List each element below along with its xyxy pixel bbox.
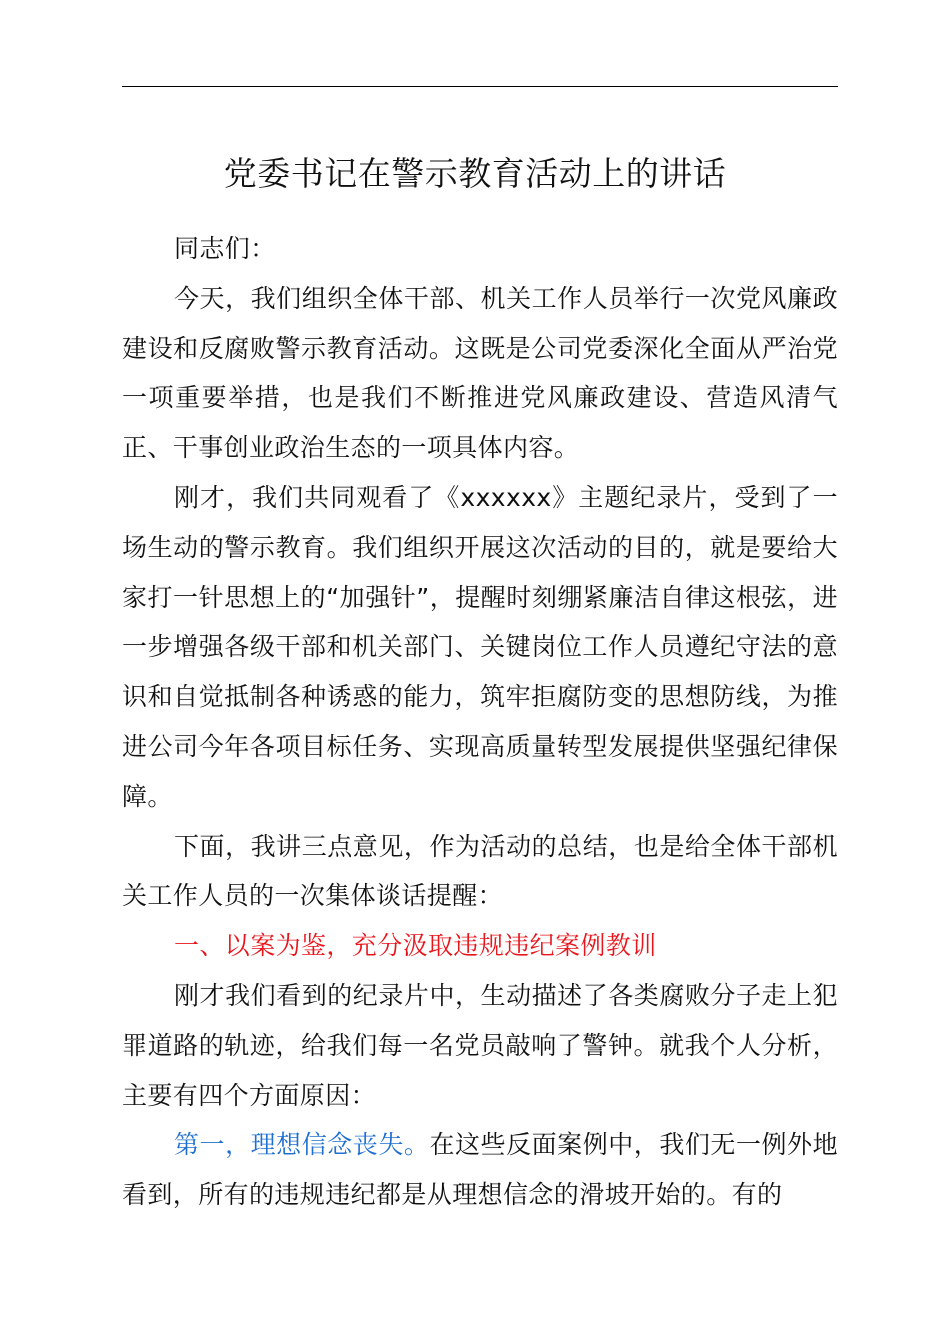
greeting: 同志们： [174, 234, 276, 263]
paragraph-purpose: 刚才，我们共同观看了《xxxxxx》主题纪录片，受到了一场生动的警示教育。我们组织开展这次活动的目的，就是要给大家打一针思想上的“加强针”，提醒时刻绷紧廉洁自律这根弦，进一步增强各级干部和机关部门、关键岗位工作人员遵纪守法的意识和自觉抵制各种诱惑的能力，筑牢拒腐防变的思想防线，为推进公司今年各项目标任务、实现高质量转型发展提供坚强纪律保障。 [122, 482, 838, 811]
header-rule [122, 86, 838, 87]
paragraph-outline: 下面，我讲三点意见，作为活动的总结，也是给全体干部机关工作人员的一次集体谈话提醒： [122, 831, 838, 911]
document-title: 党委书记在警示教育活动上的讲话 [223, 154, 727, 193]
paragraph-intro: 今天，我们组织全体干部、机关工作人员举行一次党风廉政建设和反腐败警示教育活动。这既是公司党委深化全面从严治党一项重要举措，也是我们不断推进党风廉政建设、营造风清气正、干事创业政治生态的一项具体内容。 [122, 283, 838, 463]
point-1-text: 在这些反面案例中，我们无一例外地看到，所有的违规违纪都是从理想信念的滑坡开始的。有的 [122, 1130, 838, 1210]
point-1-lead: 第一，理想信念丧失。 [174, 1130, 430, 1160]
point-1-paragraph [122, 1120, 838, 1220]
section-1-intro: 刚才我们看到的纪录片中，生动描述了各类腐败分子走上犯罪道路的轨迹，给我们每一名党员敲响了警钟。就我个人分析，主要有四个方面原因： [122, 980, 838, 1110]
document-body [122, 224, 838, 1220]
section-heading-1: 一、以案为鉴，充分汲取违规违纪案例教训 [174, 931, 657, 961]
